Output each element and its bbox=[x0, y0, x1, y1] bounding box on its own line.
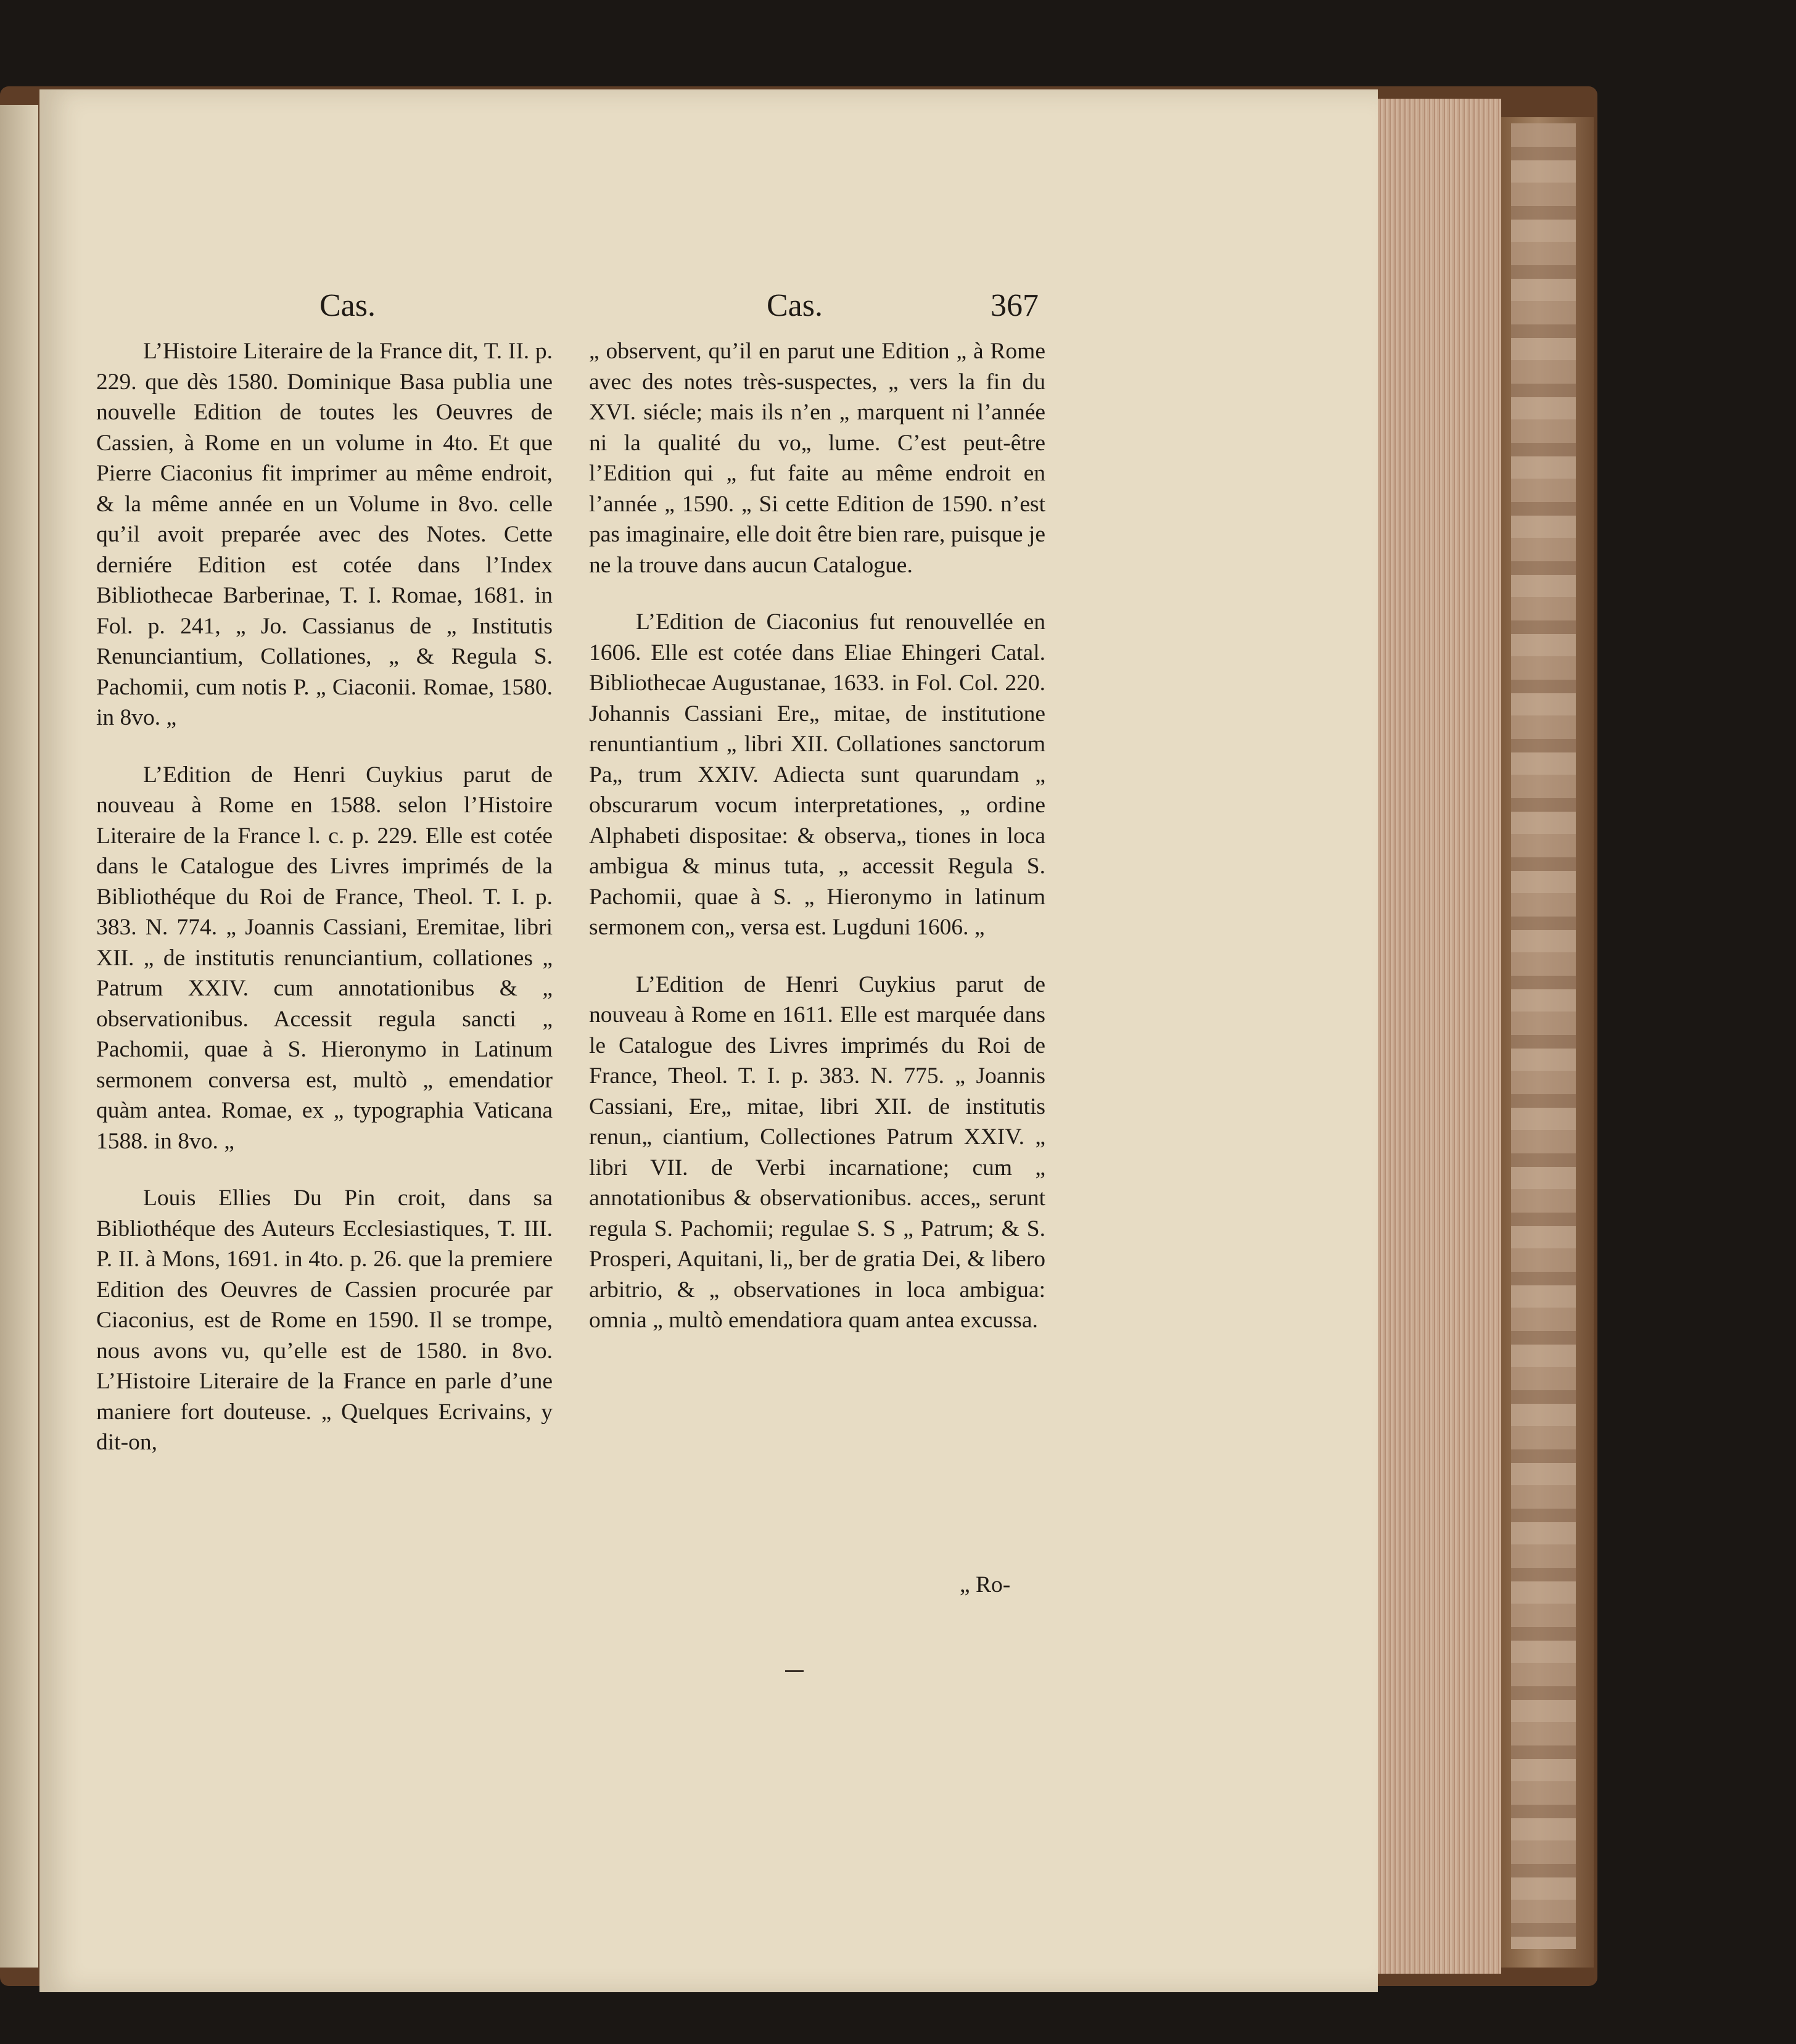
page-number: 367 bbox=[991, 288, 1039, 323]
left-paragraph-3: Louis Ellies Du Pin croit, dans sa Bibliothéque des Auteurs Ecclesiastiques, T. III. P. II. à Mons, 1691. in 4to. p. 26. que la premiere Edition des Oeuvres de Cassien procurée par Ciaconius, est de Rome en 1590. Il se trompe, nous avons vu, qu’elle est de 1580. in 8vo. L’Histoire Literaire de la France en parle d’une maniere fort douteuse. „ Quelques Ecrivains, y dit-on, bbox=[96, 1185, 553, 1455]
printer-mark bbox=[785, 1670, 804, 1672]
right-paragraph-1: „ observent, qu’il en parut une Edition „ à Rome avec des notes très-suspectes, „ vers la fin du XVI. siécle; mais ils n’en „ marquent ni l’année ni la qualité du vo„ lume. C’est peut-être l’Edition qui „ fut faite au même endroit en l’année „ 1590. „ Si cette Edition de 1590. n’est pas imaginaire, elle doit être bien rare, puisque je ne la trouve dans aucun Catalogue. bbox=[589, 339, 1045, 578]
page-fore-edge bbox=[1378, 99, 1501, 1974]
right-running-head: Cas. bbox=[767, 288, 823, 323]
left-paragraph-2: L’Edition de Henri Cuykius parut de nouveau à Rome en 1588. selon l’Histoire Literaire de la France l. c. p. 229. Elle est cotée dans le Catalogue des Livres imprimés de la Bibliothéque du Roi de France, Theol. T. I. p. 383. N. 774. „ Joannis Cassiani, Eremitae, libri XII. „ de institutis renunciantium, collationes „ Patrum XXIV. cum annotationibus & „ observationibus. Accessit regula sancti „ Pachomii, quae à S. Hieronymo in Latinum sermonem conversa est, multò „ emendatior quàm antea. Romae, ex „ typographia Vaticana 1588. in 8vo. „ bbox=[96, 762, 553, 1154]
left-page-edge bbox=[0, 105, 38, 1968]
left-paragraph-1: L’Histoire Literaire de la France dit, T. II. p. 229. que dès 1580. Dominique Basa publia une nouvelle Edition de toutes les Oeuvres de Cassien, à Rome en un volume in 4to. Et que Pierre Ciaconius fit imprimer au même endroit, & la même année en un Volume in 8vo. celle qu’il avoit preparée avec des Notes. Cette derniére Edition est cotée dans l’Index Bibliothecae Barberinae, T. I. Romae, 1681. in Fol. p. 241, „ Jo. Cassianus de „ Institutis Renunciantium, Collationes, „ & Regula S. Pachomii, cum notis P. „ Ciaconii. Romae, 1580. in 8vo. „ bbox=[96, 339, 553, 730]
left-running-head: Cas. bbox=[319, 288, 376, 323]
right-column bbox=[589, 336, 1045, 1362]
catchword: „ Ro- bbox=[960, 1572, 1011, 1597]
right-paragraph-2: L’Edition de Ciaconius fut renouvellée en 1606. Elle est cotée dans Eliae Ehingeri Catal. Bibliothecae Augustanae, 1633. in Fol. Col. 220. Johannis Cassiani Ere„ mitae, de institutione renuntiantium „ libri XII. Collationes sanctorum Pa„ trum XXIV. Adiecta sunt quarundam „ obscurarum vocum interpretationes, „ ordine Alphabeti dispositae: & observa„ tiones in loca ambigua & minus tuta, „ accessit Regula S. Pachomii, quae à S. „ Hieronymo in latinum sermonem con„ versa est. Lugduni 1606. „ bbox=[589, 609, 1045, 940]
left-column bbox=[96, 336, 553, 1485]
marbled-edge bbox=[1511, 123, 1576, 1949]
right-paragraph-3: L’Edition de Henri Cuykius parut de nouveau à Rome en 1611. Elle est marquée dans le Catalogue des Livres imprimés du Roi de France, Theol. T. I. p. 383. N. 775. „ Joannis Cassiani, Ere„ mitae, libri XII. de institutis renun„ ciantium, Collectiones Patrum XXIV. „ libri VII. de Verbi incarnatione; cum „ annotationibus & observationibus. acces„ serunt regula S. Pachomii; regulae S. S „ Patrum; & S. Prosperi, Aquitani, li„ ber de gratia Dei, & libero arbitrio, & „ observationes in loca ambigua: omnia „ multò emendatiora quam antea excussa. bbox=[589, 971, 1045, 1333]
